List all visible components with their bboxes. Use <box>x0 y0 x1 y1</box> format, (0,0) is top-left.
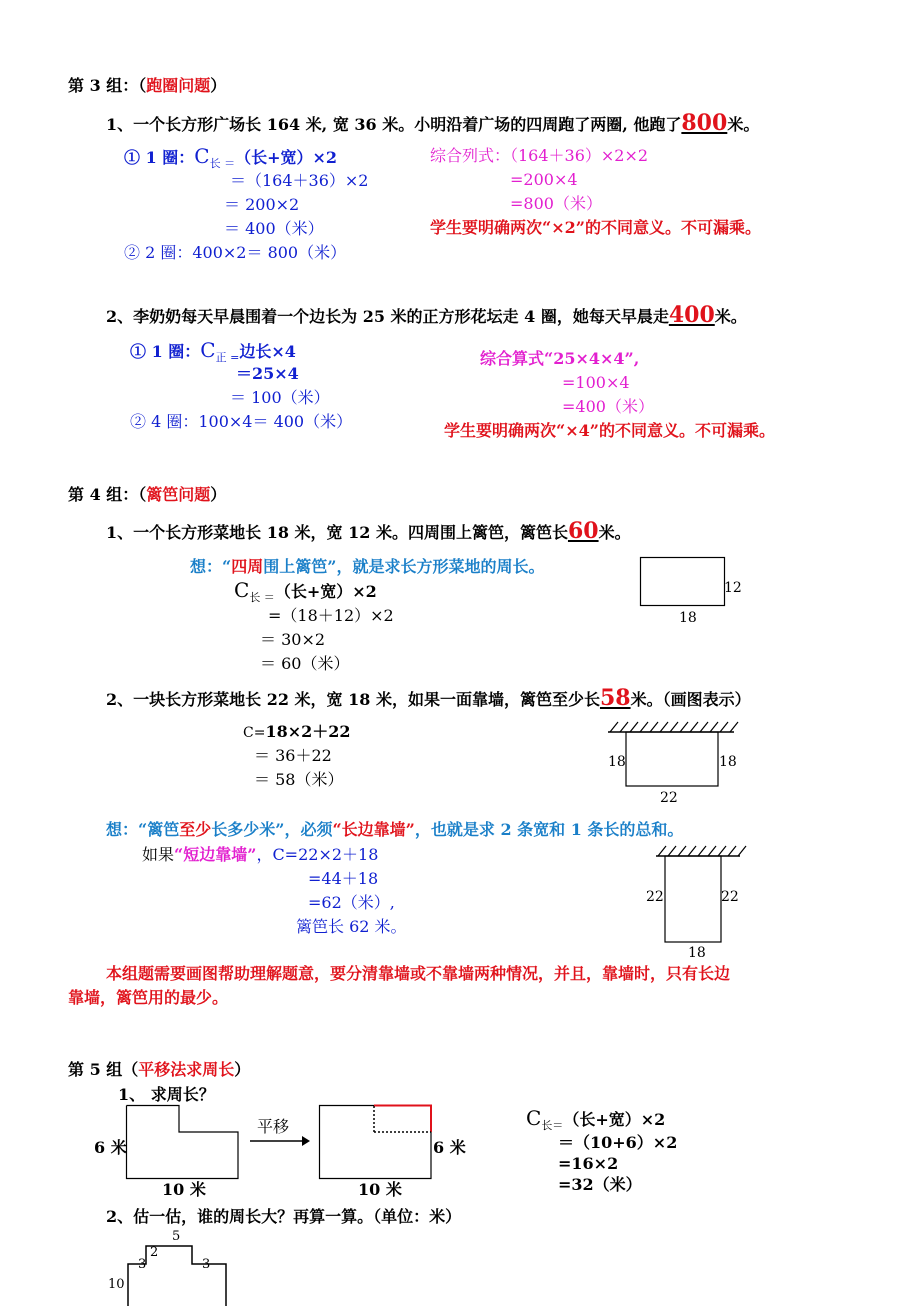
g4-q2-question: 2、一块长方形菜地长 22 米，宽 18 米，如果一面靠墙，篱笆至少长58米。（画图表示） <box>106 685 751 711</box>
g5-q2-label-3-right: 3 <box>202 1257 211 1272</box>
g3-q2-step4: ② 4 圈：100×4＝ 400（米） <box>130 412 353 431</box>
g4-q2-fig1-left-side: 18 <box>608 754 626 770</box>
g5-q1-arrow-icon <box>250 1134 312 1148</box>
g4-q1-rectangle-figure <box>640 557 730 607</box>
g3-q2-step3: ＝ 100（米） <box>230 388 330 407</box>
g5-q1-step3: =16×2 <box>558 1154 619 1173</box>
g4-q1-step3: ＝ 30×2 <box>260 630 326 649</box>
g4-q1-answer: 60 <box>567 518 599 544</box>
g4-q2-alt-step4: 篱笆长 62 米。 <box>296 917 407 936</box>
g3-q1-step2: ＝（164＋36）×2 <box>230 171 369 190</box>
g3-q1-combined1: 综合列式：（164＋36）×2×2 <box>430 146 649 165</box>
g5-q2-label-10: 10 <box>108 1277 125 1292</box>
g4-q2-alt-step3: =62（米）, <box>308 893 395 912</box>
group5-heading: 第 5 组（平移法求周长） <box>68 1060 251 1079</box>
g3-q1-step1: ① 1 圈：$C_{长 =}$（长+宽）×2 <box>124 144 338 170</box>
g5-q2-label-2: 2 <box>150 1245 159 1260</box>
g5-q1-stepped-shape <box>126 1104 246 1180</box>
g4-note-line1: 本组题需要画图帮助理解题意，要分清靠墙或不靠墙两种情况，并且，靠墙时，只有长边 <box>106 964 731 983</box>
g5-q2-label-3-left: 3 <box>138 1257 147 1272</box>
g3-q2-combined2: =100×4 <box>562 373 630 392</box>
g4-q1-step1: $C_{长 =}$（长+宽）×2 <box>234 578 377 604</box>
g5-q1-translate-label: 平移 <box>257 1117 290 1136</box>
g3-q1-step5: ② 2 圈：400×2＝ 800（米） <box>124 243 347 262</box>
g3-q2-step1: ① 1 圈：$C_{正 =}$边长×4 <box>130 338 296 364</box>
g4-q1-question: 1、一个长方形菜地长 18 米，宽 12 米。四周围上篱笆，篱笆长60米。 <box>106 518 631 544</box>
g5-q1-translated-rectangle <box>318 1104 438 1180</box>
g3-q1-note: 学生要明确两次“×2”的不同意义。不可漏乘。 <box>430 218 761 237</box>
g5-q1-fig-height-left: 6 米 <box>94 1138 127 1157</box>
g5-q1-step2: ＝（10+6）×2 <box>558 1133 678 1152</box>
g3-q2-step2: ＝25×4 <box>236 364 299 383</box>
g3-q1-combined3: =800（米） <box>510 194 602 213</box>
g3-q2-note: 学生要明确两次“×4”的不同意义。不可漏乘。 <box>444 421 775 440</box>
g5-q2-label-5: 5 <box>172 1229 181 1244</box>
g4-q1-fig-height: 12 <box>724 580 742 596</box>
g3-q2-combined1: 综合算式“25×4×4”, <box>480 349 640 368</box>
g5-q1-fig-height-right: 6 米 <box>433 1138 466 1157</box>
g4-q2-step3: ＝ 58（米） <box>254 770 344 789</box>
group4-heading: 第 4 组：（篱笆问题） <box>68 485 227 504</box>
g4-q2-fig2-left-side: 22 <box>646 889 664 905</box>
g4-q1-fig-width: 18 <box>679 610 697 626</box>
g4-q2-think: 想：“篱笆至少长多少米”，必须“长边靠墙”，也就是求 2 条宽和 1 条长的总和。 <box>106 820 684 839</box>
g3-q2-answer: 400 <box>668 302 715 328</box>
g4-q2-fig1-right-side: 18 <box>719 754 737 770</box>
g4-q2-step2: ＝ 36＋22 <box>254 746 332 765</box>
g5-q1-step4: =32（米） <box>558 1175 642 1194</box>
g4-q2-alt-step1: 如果“短边靠墙”，C=22×2＋18 <box>142 845 379 864</box>
g5-q2-label: 2、估一估，谁的周长大？再算一算。（单位：米） <box>106 1207 462 1226</box>
g3-q2-question: 2、李奶奶每天早晨围着一个边长为 25 米的正方形花坛走 4 圈，她每天早晨走400米。 <box>106 302 747 328</box>
g4-q1-think: 想：“四周围上篱笆”，就是求长方形菜地的周长。 <box>190 557 545 576</box>
g4-q2-fig1-bottom: 22 <box>660 790 678 806</box>
g5-q1-label: 1、 求周长？ <box>118 1085 215 1104</box>
g5-q1-fig-width-left: 10 米 <box>162 1180 206 1199</box>
g3-q1-combined2: =200×4 <box>510 170 578 189</box>
g3-q2-combined3: =400（米） <box>562 397 654 416</box>
g4-q2-alt-step2: =44＋18 <box>308 869 379 888</box>
g4-q1-step4: ＝ 60（米） <box>260 654 350 673</box>
g4-q2-fig2-bottom: 18 <box>688 945 706 961</box>
g4-note-line2: 靠墙，篱笆用的最少。 <box>68 988 229 1007</box>
g4-q2-step1: C=18×2＋22 <box>243 722 351 741</box>
g4-q1-step2: =（18＋12）×2 <box>268 606 394 625</box>
g3-q1-answer: 800 <box>681 110 728 136</box>
g3-q1-step3: ＝ 200×2 <box>224 195 300 214</box>
g3-q1-step4: ＝ 400（米） <box>224 219 324 238</box>
g5-q1-step1: $C_{长=}$（长+宽）×2 <box>526 1106 666 1132</box>
g3-q1-question: 1、一个长方形广场长 164 米, 宽 36 米。小明沿着广场的四周跑了两圈, 他跑了800米。 <box>106 110 760 136</box>
g5-q1-fig-width-right: 10 米 <box>358 1180 402 1199</box>
g4-q2-fig2-right-side: 22 <box>721 889 739 905</box>
group3-heading: 第 3 组：（跑圈问题） <box>68 76 227 95</box>
g4-q2-answer: 58 <box>599 685 631 711</box>
